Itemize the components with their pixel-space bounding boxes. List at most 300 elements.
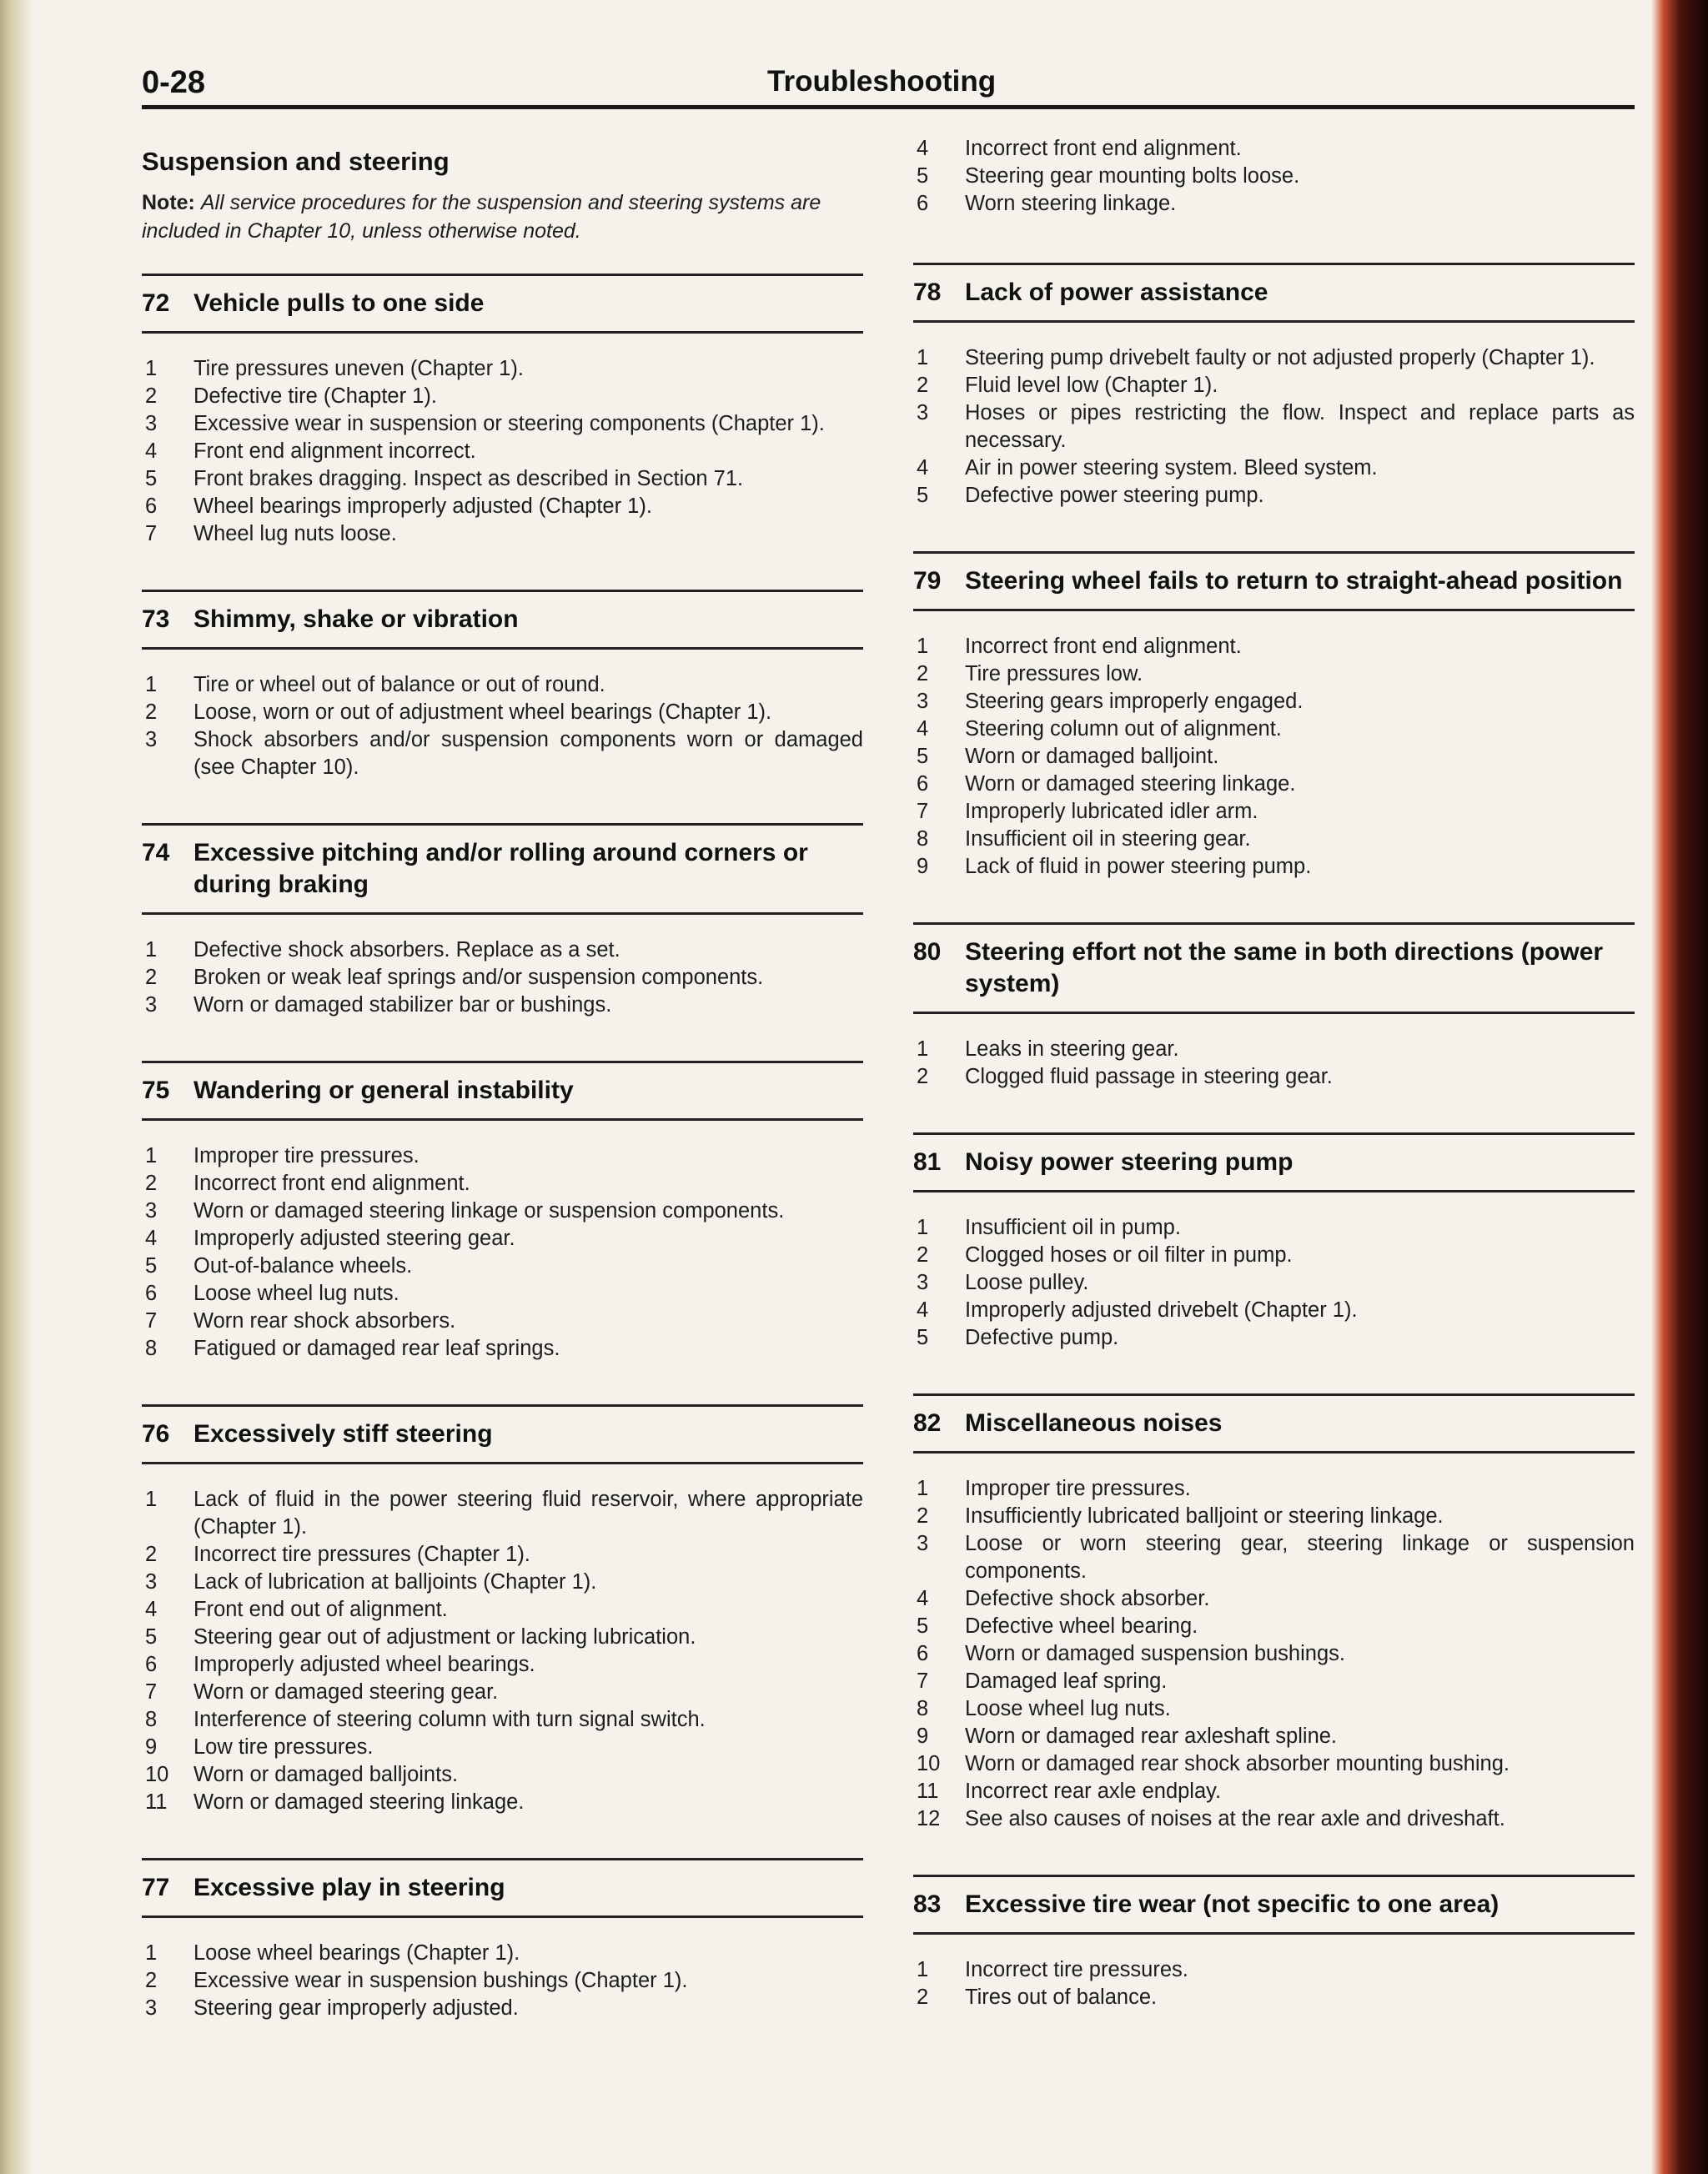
cause-text: Loose, worn or out of adjustment wheel bearings (Chapter 1). [193,700,772,724]
cause-item [142,438,863,465]
cause-item [142,964,863,992]
cause-number: 2 [917,662,929,685]
cause-text: Loose wheel lug nuts. [965,1697,1171,1720]
cause-item [913,1723,1635,1750]
cause-number: 4 [917,717,929,741]
cause-item [913,1585,1635,1613]
cause-number: 6 [917,772,929,796]
cause-number: 1 [145,673,158,696]
cause-number: 3 [145,993,158,1017]
cause-number: 7 [917,1669,929,1693]
cause-text: Worn rear shock absorbers. [193,1309,456,1333]
cause-text: Steering gears improperly engaged. [965,690,1304,713]
cause-text: Steering gear out of adjustment or lacking lubrication. [193,1625,696,1649]
cause-list [913,1036,1635,1091]
fault-section [913,1875,1635,2011]
fault-title: Lack of power assistance [965,279,1268,306]
cause-number: 1 [917,1477,929,1500]
cause-number: 5 [917,1326,929,1349]
manual-page [142,58,1635,2143]
cause-text: See also causes of noises at the rear axle and driveshaft. [965,1807,1505,1830]
cause-item [142,699,863,726]
right-column [913,135,1635,2064]
cause-item [913,1695,1635,1723]
cause-text: Shock absorbers and/or suspension components worn or damaged (see Chapter 10). [193,728,863,779]
cause-item [142,1967,863,1995]
cause-number: 11 [917,1780,939,1803]
section-rule-bottom [142,1462,863,1464]
cause-item [142,1225,863,1253]
cause-item [913,1324,1635,1352]
fault-number: 72 [142,289,170,317]
fault-section [913,922,1635,1091]
cause-item [913,688,1635,715]
cause-number: 1 [145,1941,158,1965]
cause-item [142,520,863,548]
cause-text: Loose pulley. [965,1271,1089,1294]
cause-text: Fluid level low (Chapter 1). [965,374,1218,397]
section-rule-top [913,1875,1635,1877]
cause-item [913,482,1635,510]
cause-item [913,190,1635,218]
cause-text: Steering gear improperly adjusted. [193,1996,519,2020]
cause-text: Wheel bearings improperly adjusted (Chapter 1). [193,495,652,518]
section-rule-bottom [142,331,863,334]
fault-heading [913,936,1635,1000]
cause-text: Worn or damaged stabilizer bar or bushings. [193,993,612,1017]
section-title: Suspension and steering [142,147,450,176]
book-binding-shadow [0,0,33,2174]
cause-text: Worn or damaged balljoint. [965,745,1219,768]
cause-list [142,1142,863,1363]
fault-title: Excessive pitching and/or rolling around corners or during braking [193,839,808,898]
cause-item [913,853,1635,881]
cause-text: Incorrect front end alignment. [193,1172,470,1195]
cause-item [142,1995,863,2022]
cause-number: 2 [917,374,929,397]
cause-number: 6 [917,192,929,215]
cause-item [913,826,1635,853]
cause-item [913,454,1635,482]
cause-number: 3 [145,1199,158,1223]
cause-text: Insufficiently lubricated balljoint or steering linkage. [965,1504,1444,1528]
cause-number: 4 [145,1598,158,1621]
cause-number: 3 [145,1996,158,2020]
cause-number: 3 [145,728,158,751]
cause-list [913,344,1635,510]
cause-number: 7 [917,800,929,823]
cause-item [913,1984,1635,2011]
fault-number: 75 [142,1077,170,1104]
cause-item [142,1761,863,1789]
cause-text: Worn or damaged steering linkage. [193,1790,525,1814]
cause-item [913,743,1635,771]
fault-heading [142,1872,863,1904]
cause-item [142,1624,863,1651]
cause-number: 1 [145,938,158,961]
fault-title: Excessive tire wear (not specific to one area) [965,1890,1500,1918]
cause-number: 6 [917,1642,929,1665]
cause-text: Lack of fluid in power steering pump. [965,855,1312,878]
cause-item [913,1214,1635,1242]
cause-number: 5 [917,745,929,768]
fault-section [142,1404,863,1816]
cause-text: Interference of steering column with turn signal switch. [193,1708,706,1731]
cause-text: Incorrect front end alignment. [965,635,1242,658]
fault-number: 80 [913,938,942,966]
cause-item [913,1805,1635,1833]
cause-item [142,1486,863,1541]
page-number: 0-28 [142,65,206,100]
cause-list [913,1475,1635,1833]
cause-item [142,726,863,781]
cause-number: 5 [917,164,929,188]
section-rule-top [142,1061,863,1063]
cause-text: Worn or damaged steering linkage or suspension components. [193,1199,785,1223]
section-rule-bottom [913,1012,1635,1014]
cause-number: 12 [917,1807,941,1830]
cause-text: Improper tire pressures. [193,1144,419,1167]
cause-text: Incorrect front end alignment. [965,137,1242,160]
cause-number: 10 [145,1763,169,1786]
page-edge [1651,0,1708,2174]
section-rule-top [142,1404,863,1407]
cause-number: 2 [145,966,158,989]
cause-text: Clogged fluid passage in steering gear. [965,1065,1333,1088]
cause-item [142,936,863,964]
cause-item [913,1063,1635,1091]
cause-item [142,1569,863,1596]
cause-number: 2 [145,1172,158,1195]
fault-heading [913,565,1635,597]
cause-text: Low tire pressures. [193,1735,374,1759]
fault-section [142,274,863,548]
section-rule-top [913,1393,1635,1396]
cause-number: 2 [145,1543,158,1566]
cause-item [913,1475,1635,1503]
cause-number: 10 [917,1752,941,1775]
cause-item [913,1036,1635,1063]
cause-number: 3 [145,412,158,435]
cause-list [142,355,863,548]
fault-heading [142,1075,863,1107]
section-rule-top [142,274,863,276]
cause-number: 5 [145,467,158,490]
section-note [142,188,863,245]
note-text: All service procedures for the suspension and steering systems are included in Chapter 10, unless otherwise noted. [142,191,821,243]
cause-text: Worn or damaged rear shock absorber mounting bushing. [965,1752,1510,1775]
cause-text: Improperly adjusted steering gear. [193,1227,515,1250]
cause-text: Leaks in steering gear. [965,1037,1179,1061]
cause-item [913,798,1635,826]
cause-item [142,1308,863,1335]
cause-list [913,1214,1635,1352]
fault-section [913,1393,1635,1833]
cause-item [913,1956,1635,1984]
fault-title: Vehicle pulls to one side [193,289,485,317]
fault-title: Shimmy, shake or vibration [193,605,519,633]
cause-text: Worn or damaged suspension bushings. [965,1642,1345,1665]
cause-number: 3 [917,1271,929,1294]
cause-text: Defective pump. [965,1326,1119,1349]
cause-text: Broken or weak leaf springs and/or suspension components. [193,966,764,989]
section-rule-top [913,263,1635,265]
cause-text: Lack of fluid in the power steering fluid reservoir, where appropriate (Chapter 1). [193,1488,863,1539]
right-sections [913,263,1635,2011]
cause-text: Worn or damaged balljoints. [193,1763,459,1786]
header-rule [142,105,1635,109]
fault-title: Excessive play in steering [193,1874,505,1901]
section-rule-top [913,1132,1635,1135]
section-rule-top [142,1858,863,1860]
cause-text: Defective wheel bearing. [965,1614,1198,1638]
cause-item [142,1335,863,1363]
cause-item [142,1142,863,1170]
cause-text: Loose wheel bearings (Chapter 1). [193,1941,520,1965]
cause-number: 9 [917,855,929,878]
cause-item [913,1668,1635,1695]
cause-number: 1 [145,1488,158,1511]
left-sections [142,274,863,2022]
cause-item [913,1613,1635,1640]
cause-number: 4 [145,439,158,463]
cause-item [142,1596,863,1624]
cause-number: 2 [917,1504,929,1528]
cause-item [142,493,863,520]
cause-item [142,1706,863,1734]
cause-list [142,936,863,1019]
fault-section [142,1061,863,1363]
cause-number: 1 [917,346,929,369]
fault-section [142,590,863,781]
cause-item [913,1242,1635,1269]
cause-text: Defective tire (Chapter 1). [193,384,437,408]
cause-text: Tire pressures low. [965,662,1143,685]
cause-list [142,1940,863,2022]
fault-title: Noisy power steering pump [965,1148,1294,1176]
cause-list [913,633,1635,881]
cause-number: 7 [145,1309,158,1333]
cause-text: Hoses or pipes restricting the flow. Inspect and replace parts as necessary. [965,401,1635,452]
cause-text: Incorrect tire pressures. [965,1958,1188,1981]
cause-number: 2 [145,700,158,724]
cause-text: Improperly lubricated idler arm. [965,800,1258,823]
cause-text: Worn or damaged rear axleshaft spline. [965,1725,1338,1748]
cause-number: 7 [145,1680,158,1704]
cause-number: 9 [145,1735,158,1759]
cause-text: Excessive wear in suspension bushings (Chapter 1). [193,1969,688,1992]
cause-item [142,1679,863,1706]
cause-number: 8 [145,1337,158,1360]
fault-heading [913,1889,1635,1920]
fault-number: 81 [913,1148,942,1176]
fault-title: Steering effort not the same in both directions (power system) [965,938,1604,997]
cause-item [142,410,863,438]
cause-item [913,660,1635,688]
cause-number: 4 [145,1227,158,1250]
fault-title: Excessively stiff steering [193,1420,493,1448]
fault-section [142,1858,863,2022]
cause-text: Loose or worn steering gear, steering linkage or suspension components. [965,1532,1635,1583]
cause-number: 1 [917,635,929,658]
fault-number: 79 [913,567,942,595]
cause-text: Insufficient oil in steering gear. [965,827,1251,851]
cause-number: 2 [145,384,158,408]
cause-item [142,1651,863,1679]
cause-number: 2 [917,1243,929,1267]
cause-text: Lack of lubrication at balljoints (Chapter 1). [193,1570,597,1594]
cause-text: Steering column out of alignment. [965,717,1282,741]
cause-text: Incorrect rear axle endplay. [965,1780,1222,1803]
fault-heading [142,1418,863,1450]
cause-item [913,1530,1635,1585]
fault-number: 76 [142,1420,170,1448]
cause-item [142,992,863,1019]
cause-item [142,1734,863,1761]
cause-number: 5 [145,1254,158,1278]
cause-number: 8 [917,1697,929,1720]
cause-text: Worn steering linkage. [965,192,1177,215]
fault-heading [142,837,863,901]
two-column-body [142,135,1635,2064]
cause-item [142,465,863,493]
cause-item [142,383,863,410]
cause-item [913,1269,1635,1297]
cause-text: Front end out of alignment. [193,1598,448,1621]
fault-section [913,551,1635,881]
fault-title: Steering wheel fails to return to straight-ahead position [965,567,1623,595]
cause-text: Air in power steering system. Bleed system. [965,456,1378,479]
section-rule-top [142,823,863,826]
cause-text: Tires out of balance. [965,1986,1158,2009]
cause-number: 1 [145,1144,158,1167]
continued-causes [913,135,1635,218]
section-rule-top [913,551,1635,554]
fault-number: 77 [142,1874,170,1901]
section-rule-bottom [142,1915,863,1918]
cause-item [913,1503,1635,1530]
cause-number: 9 [917,1725,929,1748]
cause-item [913,372,1635,399]
note-label: Note: [142,191,195,214]
cause-text: Steering gear mounting bolts loose. [965,164,1300,188]
cause-text: Out-of-balance wheels. [193,1254,413,1278]
fault-heading [913,277,1635,309]
fault-heading [913,1147,1635,1178]
cause-item [142,1253,863,1280]
fault-number: 74 [142,839,170,866]
cause-number: 3 [145,1570,158,1594]
cause-text: Clogged hoses or oil filter in pump. [965,1243,1293,1267]
cause-item [142,355,863,383]
cause-item [142,1280,863,1308]
cause-number: 5 [917,1614,929,1638]
cause-text: Worn or damaged steering linkage. [965,772,1296,796]
fault-number: 78 [913,279,942,306]
cause-text: Wheel lug nuts loose. [193,522,397,545]
cause-item [142,1940,863,1967]
cause-text: Tire or wheel out of balance or out of round. [193,673,605,696]
cause-text: Worn or damaged steering gear. [193,1680,499,1704]
section-rule-bottom [913,1190,1635,1192]
cause-text: Incorrect tire pressures (Chapter 1). [193,1543,530,1566]
cause-number: 2 [145,1969,158,1992]
cause-number: 3 [917,401,929,424]
fault-title: Wandering or general instability [193,1077,574,1104]
fault-number: 82 [913,1409,942,1437]
cause-text: Excessive wear in suspension or steering components (Chapter 1). [193,412,825,435]
cause-number: 3 [917,1532,929,1555]
cause-number: 4 [917,1587,929,1610]
cause-item [142,1541,863,1569]
section-rule-bottom [913,1932,1635,1935]
cause-item [913,344,1635,372]
cause-list [913,1956,1635,2011]
section-rule-bottom [913,320,1635,323]
left-column [142,135,863,2064]
fault-number: 73 [142,605,170,633]
fault-section [142,823,863,1019]
cause-number: 8 [145,1708,158,1731]
cause-number: 6 [145,1653,158,1676]
cause-item [913,715,1635,743]
cause-number: 4 [917,137,929,160]
section-rule-bottom [913,609,1635,611]
section-rule-bottom [142,647,863,650]
cause-text: Tire pressures uneven (Chapter 1). [193,357,524,380]
cause-number: 2 [917,1065,929,1088]
cause-text: Steering pump drivebelt faulty or not adjusted properly (Chapter 1). [965,346,1595,369]
cause-number: 6 [145,1282,158,1305]
cause-number: 1 [917,1958,929,1981]
cause-item [913,1778,1635,1805]
cause-item [913,1750,1635,1778]
cause-list [142,1486,863,1816]
section-rule-top [142,590,863,592]
section-rule-bottom [142,1118,863,1121]
fault-number: 83 [913,1890,942,1918]
fault-heading [142,288,863,319]
cause-number: 1 [917,1037,929,1061]
cause-number: 8 [917,827,929,851]
section-rule-bottom [913,1451,1635,1454]
page-header [142,58,1635,110]
cause-item [913,633,1635,660]
cause-number: 7 [145,522,158,545]
cause-number: 4 [917,456,929,479]
fault-title: Miscellaneous noises [965,1409,1223,1437]
cause-text: Improperly adjusted drivebelt (Chapter 1). [965,1298,1358,1322]
cause-text: Insufficient oil in pump. [965,1216,1181,1239]
cause-text: Defective shock absorbers. Replace as a set. [193,938,620,961]
cause-number: 11 [145,1790,168,1814]
fault-section [913,263,1635,510]
cause-item [913,771,1635,798]
cause-item [142,1197,863,1225]
fault-heading [913,1408,1635,1439]
cause-item [913,135,1635,163]
section-rule-top [913,922,1635,925]
fault-heading [142,604,863,635]
cause-number: 4 [917,1298,929,1322]
cause-number: 3 [917,690,929,713]
cause-text: Defective power steering pump. [965,484,1264,507]
cause-item [913,399,1635,454]
cause-number: 2 [917,1986,929,2009]
cause-text: Damaged leaf spring. [965,1669,1168,1693]
cause-number: 1 [917,1216,929,1239]
cause-text: Front end alignment incorrect. [193,439,476,463]
